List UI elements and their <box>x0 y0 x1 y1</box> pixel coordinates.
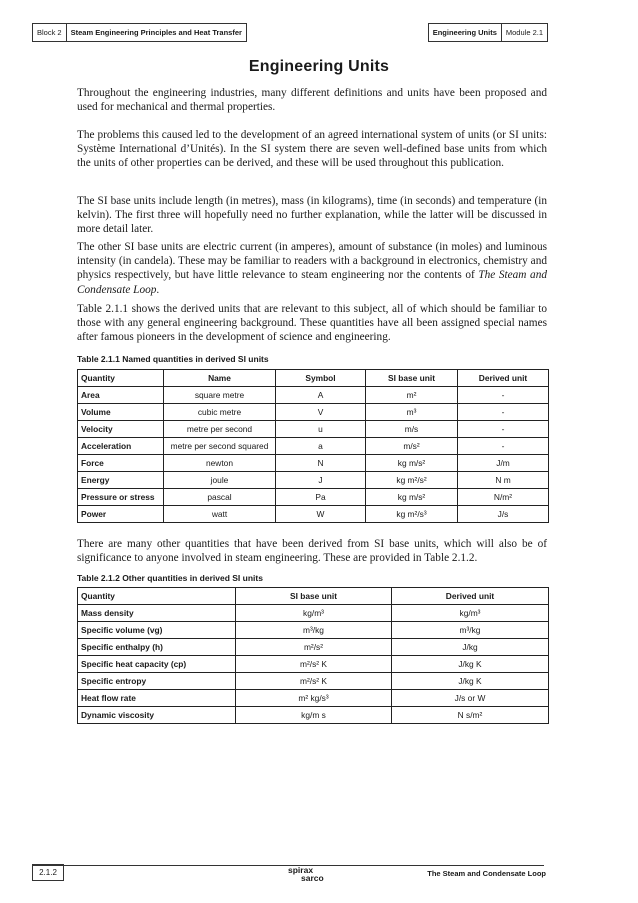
column-header: Quantity <box>78 588 236 605</box>
value-cell: A <box>276 387 366 404</box>
table-header-row <box>78 370 549 387</box>
table-row <box>78 639 549 656</box>
paragraph-2: The problems this caused led to the development of an agreed international system of units (or SI units: Système International d’Unités). In the SI system there are seven well-defined base units from which the units of other properties can be derived, and these will be used throughout this publication. <box>77 129 547 170</box>
block-number: Block 2 <box>37 28 62 37</box>
module-number: Module 2.1 <box>501 24 547 41</box>
paragraph-1: Throughout the engineering industries, many different definitions and units have been proposed and used for mechanical and thermal properties. <box>77 87 547 114</box>
quantity-cell: Acceleration <box>78 438 164 455</box>
table-row <box>78 438 549 455</box>
quantity-cell: Heat flow rate <box>78 690 236 707</box>
value-cell: metre per second squared <box>164 438 276 455</box>
quantity-cell: Velocity <box>78 421 164 438</box>
paragraph-6: There are many other quantities that have been derived from SI base units, which will also be of significance to anyone involved in steam engineering. These are provided in Table 2.1.2. <box>77 538 547 565</box>
quantity-cell: Specific heat capacity (cp) <box>78 656 236 673</box>
column-header: Derived unit <box>458 370 549 387</box>
value-cell: J/s <box>458 506 549 523</box>
table-row <box>78 690 549 707</box>
value-cell: m/s <box>366 421 458 438</box>
quantity-cell: Area <box>78 387 164 404</box>
quantity-cell: Power <box>78 506 164 523</box>
value-cell: N s/m² <box>392 707 549 724</box>
table-row <box>78 622 549 639</box>
table-row <box>78 489 549 506</box>
column-header: SI base unit <box>366 370 458 387</box>
column-header: Symbol <box>276 370 366 387</box>
paragraph-3: The SI base units include length (in metres), mass (in kilograms), time (in seconds) and temperature (in kelvin). The first three will hopefully need no further explanation, while the latter will be discussed in more detail later. <box>77 195 547 236</box>
quantity-cell: Force <box>78 455 164 472</box>
page-number: 2.1.2 <box>32 864 64 881</box>
table-row <box>78 707 549 724</box>
value-cell: W <box>276 506 366 523</box>
table-row <box>78 455 549 472</box>
header-block-label <box>32 23 247 42</box>
table1-caption: Table 2.1.1 Named quantities in derived SI units <box>77 354 269 364</box>
paragraph-4: The other SI base units are electric current (in amperes), amount of substance (in moles) and luminous intensity (in candela). These may be familiar to readers with a background in electronics, chemistry and physics respectively, but have little relevance to steam engineering nor the contents of The Steam and Condensate Loop. <box>77 241 548 296</box>
table-row <box>78 506 549 523</box>
value-cell: V <box>276 404 366 421</box>
column-header: Quantity <box>78 370 164 387</box>
value-cell: m³ <box>366 404 458 421</box>
table-header-row <box>78 588 549 605</box>
value-cell: kg/m³ <box>392 605 549 622</box>
value-cell: kg/m s <box>236 707 392 724</box>
value-cell: kg m/s² <box>366 455 458 472</box>
value-cell: m³/kg <box>392 622 549 639</box>
column-header: Name <box>164 370 276 387</box>
page-title: Engineering Units <box>248 58 390 75</box>
quantity-cell: Specific volume (vg) <box>78 622 236 639</box>
table-row <box>78 421 549 438</box>
value-cell: kg/m³ <box>236 605 392 622</box>
quantity-cell: Volume <box>78 404 164 421</box>
quantity-cell: Dynamic viscosity <box>78 707 236 724</box>
other-quantities-table <box>77 587 549 724</box>
value-cell: kg m²/s² <box>366 472 458 489</box>
table-row <box>78 387 549 404</box>
table-row <box>78 673 549 690</box>
quantity-cell: Specific enthalpy (h) <box>78 639 236 656</box>
value-cell: J/m <box>458 455 549 472</box>
value-cell: J/kg K <box>392 656 549 673</box>
quantity-cell: Energy <box>78 472 164 489</box>
value-cell: metre per second <box>164 421 276 438</box>
table-row <box>78 472 549 489</box>
value-cell: m³/kg <box>236 622 392 639</box>
value-cell: m/s² <box>366 438 458 455</box>
value-cell: newton <box>164 455 276 472</box>
value-cell: m²/s² <box>236 639 392 656</box>
value-cell: u <box>276 421 366 438</box>
value-cell: m² <box>366 387 458 404</box>
value-cell: square metre <box>164 387 276 404</box>
value-cell: - <box>458 387 549 404</box>
table-row <box>78 605 549 622</box>
value-cell: watt <box>164 506 276 523</box>
value-cell: m² kg/s³ <box>236 690 392 707</box>
quantity-cell: Pressure or stress <box>78 489 164 506</box>
footer-title: The Steam and Condensate Loop <box>427 869 546 878</box>
table2-caption: Table 2.1.2 Other quantities in derived SI units <box>77 573 263 583</box>
value-cell: m²/s² K <box>236 656 392 673</box>
value-cell: - <box>458 438 549 455</box>
value-cell: J/s or W <box>392 690 549 707</box>
value-cell: pascal <box>164 489 276 506</box>
book-title: The Steam and Condensate Loop <box>77 269 548 296</box>
value-cell: N/m² <box>458 489 549 506</box>
value-cell: J/kg K <box>392 673 549 690</box>
value-cell: Pa <box>276 489 366 506</box>
value-cell: J <box>276 472 366 489</box>
quantity-cell: Mass density <box>78 605 236 622</box>
value-cell: cubic metre <box>164 404 276 421</box>
value-cell: a <box>276 438 366 455</box>
value-cell: kg m/s² <box>366 489 458 506</box>
table-row <box>78 656 549 673</box>
value-cell: J/kg <box>392 639 549 656</box>
table-row <box>78 404 549 421</box>
value-cell: - <box>458 404 549 421</box>
column-header: SI base unit <box>236 588 392 605</box>
spirax-sarco-logo: spirax sarco <box>288 865 324 883</box>
value-cell: kg m²/s³ <box>366 506 458 523</box>
column-header: Derived unit <box>392 588 549 605</box>
value-cell: joule <box>164 472 276 489</box>
value-cell: m²/s² K <box>236 673 392 690</box>
paragraph-5: Table 2.1.1 shows the derived units that are relevant to this subject, all of which should be familiar to those with any general engineering background. These quantities have all been assigned special names after famous pioneers in the development of science and engineering. <box>77 303 547 344</box>
named-quantities-table <box>77 369 549 523</box>
block-title: Steam Engineering Principles and Heat Transfer <box>66 24 246 41</box>
quantity-cell: Specific entropy <box>78 673 236 690</box>
value-cell: - <box>458 421 549 438</box>
value-cell: N <box>276 455 366 472</box>
section-name: Engineering Units <box>432 28 497 37</box>
header-module-label <box>428 23 548 42</box>
value-cell: N m <box>458 472 549 489</box>
